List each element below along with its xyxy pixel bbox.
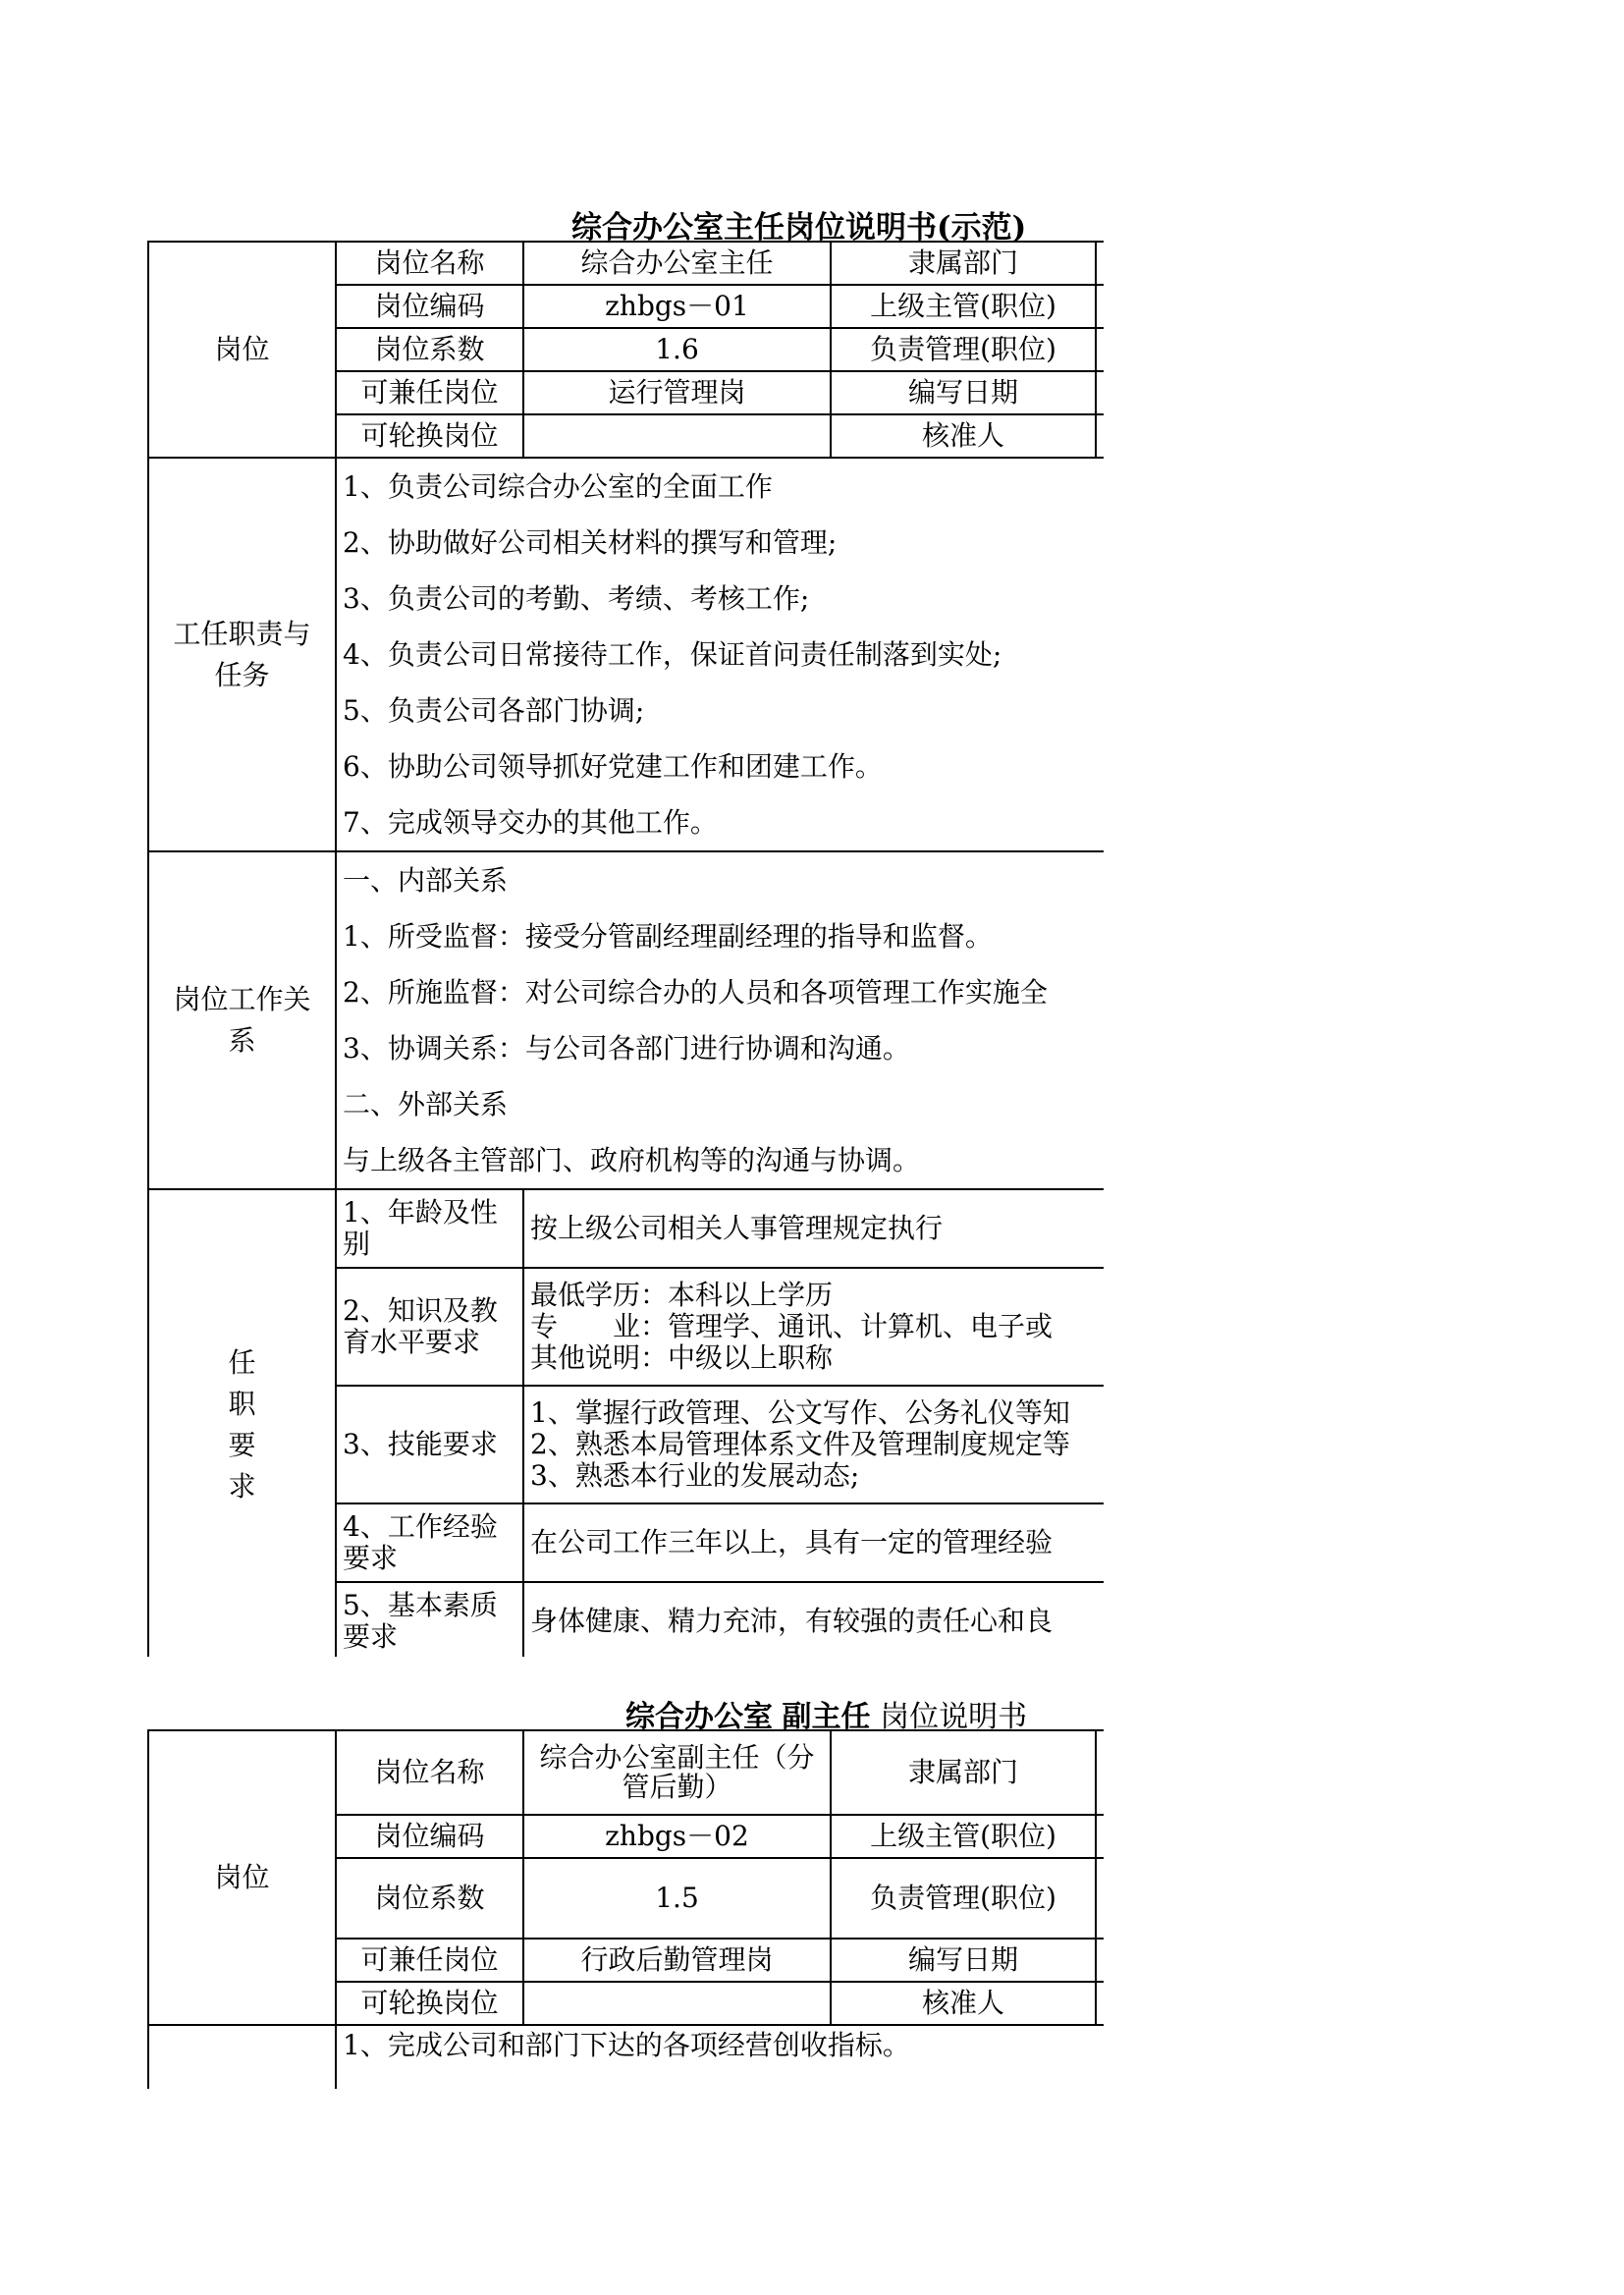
doc1-req-char: 要 [228,1429,256,1461]
doc1-section-post: 岗位 [148,242,336,458]
doc2-duty: 1、完成公司和部门下达的各项经营创收指标。 [343,2029,910,2061]
doc1-req-value [523,1268,1104,1386]
doc2-section-duties [148,2025,336,2089]
doc1-req-char: 求 [228,1470,256,1503]
doc2-row-value: 1.5 [523,1858,831,1939]
doc2-row-value2 [1096,1815,1104,1858]
doc1-req-value [523,1386,1104,1503]
doc2-title-part3: 岗位说明书 [880,1700,1028,1734]
doc2-row-value [523,1982,831,2025]
doc1-req-line: 3、熟悉本行业的发展动态; [530,1459,860,1492]
doc1-req-line: 身体健康、精力充沛，有较强的责任心和良 [530,1605,1054,1637]
doc1-row-label2: 编写日期 [831,371,1096,414]
doc1-req-line: 1、掌握行政管理、公文写作、公务礼仪等知 [530,1396,1070,1429]
doc1-row-label: 可轮换岗位 [336,414,523,458]
doc1-relation: 1、所受监督：接受分管副经理副经理的指导和监督。 [343,920,993,953]
doc1-relations-cell [336,851,1104,1189]
doc1-section-relations-line2: 系 [228,1024,256,1057]
doc2-table [147,1729,1104,2089]
doc1-req-line: 其他说明：中级以上职称 [530,1341,834,1374]
doc1-table [147,241,1104,1657]
doc1-row-label2: 隶属部门 [831,242,1096,285]
doc2-row-label: 可兼任岗位 [336,1939,523,1982]
doc1-req-label: 4、工作经验要求 [336,1503,523,1582]
doc1-req-line: 专 业：管理学、通讯、计算机、电子或 [530,1310,1054,1342]
doc1-req-label: 1、年龄及性别 [336,1189,523,1268]
doc1-duty: 7、完成领导交办的其他工作。 [343,806,718,839]
doc1-row-value [523,414,831,458]
doc1-row-value2 [1096,414,1104,458]
doc1-relation: 二、外部关系 [343,1088,509,1120]
doc2-row-value2 [1096,1858,1104,1939]
doc1-req-char: 职 [228,1388,256,1420]
doc1-req-label: 2、知识及教育水平要求 [336,1268,523,1386]
doc2-row-label2: 编写日期 [831,1939,1096,1982]
doc1-duty: 5、负责公司各部门协调; [343,694,645,727]
doc1-row-value: 运行管理岗 [523,371,831,414]
doc1-row-value2 [1096,371,1104,414]
doc1-section-req [148,1189,336,1657]
doc2-row-value2 [1096,1939,1104,1982]
doc1-duty: 1、负责公司综合办公室的全面工作 [343,470,773,503]
doc2-table-viewport [147,1729,1104,2089]
doc1-row-label2: 上级主管(职位) [831,285,1096,328]
doc1-req-line: 2、熟悉本局管理体系文件及管理制度规定等 [530,1428,1070,1460]
doc1-row-value2 [1096,285,1104,328]
doc1-req-line: 最低学历：本科以上学历 [530,1279,834,1311]
doc2-row-label2: 上级主管(职位) [831,1815,1096,1858]
doc2-row-label: 岗位名称 [336,1730,523,1815]
doc1-req-line: 按上级公司相关人事管理规定执行 [530,1212,944,1244]
doc1-duty: 2、协助做好公司相关材料的撰写和管理; [343,526,838,559]
doc1-row-label: 岗位名称 [336,242,523,285]
doc1-duties-cell [336,458,1104,851]
doc2-duties-cell [336,2025,1104,2089]
doc2-section-post: 岗位 [148,1730,336,2025]
doc1-row-value: 1.6 [523,328,831,371]
doc1-relation: 2、所施监督：对公司综合办的人员和各项管理工作实施全 [343,976,1048,1009]
doc1-req-value [523,1503,1104,1582]
doc1-req-value [523,1189,1104,1268]
doc1-table-viewport [147,241,1104,1657]
doc1-relation: 与上级各主管部门、政府机构等的沟通与协调。 [343,1144,921,1176]
doc1-row-label2: 负责管理(职位) [831,328,1096,371]
doc1-section-duties [148,458,336,851]
doc1-row-value2 [1096,328,1104,371]
doc1-relation: 一、内部关系 [343,864,509,897]
doc2-title-part2: 副主任 [782,1700,871,1734]
doc1-relation: 3、协调关系：与公司各部门进行协调和沟通。 [343,1032,910,1065]
doc1-row-label: 岗位编码 [336,285,523,328]
doc1-req-label: 5、基本素质要求 [336,1582,523,1657]
doc2-row-label2: 隶属部门 [831,1730,1096,1815]
doc1-req-value [523,1582,1104,1657]
doc2-row-label2: 负责管理(职位) [831,1858,1096,1939]
doc2-row-label: 岗位编码 [336,1815,523,1858]
doc1-req-char: 任 [228,1346,256,1379]
doc1-row-value2 [1096,242,1104,285]
doc2-title-part1: 综合办公室 [625,1700,773,1734]
doc2-row-value: zhbgs－02 [523,1815,831,1858]
doc1-duty: 3、负责公司的考勤、考绩、考核工作; [343,582,810,615]
doc2-row-label2: 核准人 [831,1982,1096,2025]
doc2-row-value2 [1096,1730,1104,1815]
doc1-row-value: zhbgs－01 [523,285,831,328]
doc2-row-label: 岗位系数 [336,1858,523,1939]
doc1-row-label: 岗位系数 [336,328,523,371]
doc1-section-duties-line2: 任务 [214,658,270,691]
doc1-row-value: 综合办公室主任 [523,242,831,285]
doc2-row-value2 [1096,1982,1104,2025]
doc2-row-value: 行政后勤管理岗 [523,1939,831,1982]
doc1-req-label: 3、技能要求 [336,1386,523,1503]
doc1-row-label2: 核准人 [831,414,1096,458]
doc1-section-duties-line1: 工任职责与 [173,617,311,650]
doc1-section-relations [148,851,336,1189]
doc2-row-value: 综合办公室副主任（分管后勤） [523,1730,831,1815]
doc1-title: 综合办公室主任岗位说明书(示范) [571,210,1027,246]
doc1-duty: 6、协助公司领导抓好党建工作和团建工作。 [343,750,883,783]
doc1-section-relations-line1: 岗位工作关 [173,983,311,1015]
doc1-duty: 4、负责公司日常接待工作，保证首问责任制落到实处; [343,638,1002,671]
doc2-row-label: 可轮换岗位 [336,1982,523,2025]
doc1-row-label: 可兼任岗位 [336,371,523,414]
doc1-req-line: 在公司工作三年以上，具有一定的管理经验 [530,1526,1054,1558]
